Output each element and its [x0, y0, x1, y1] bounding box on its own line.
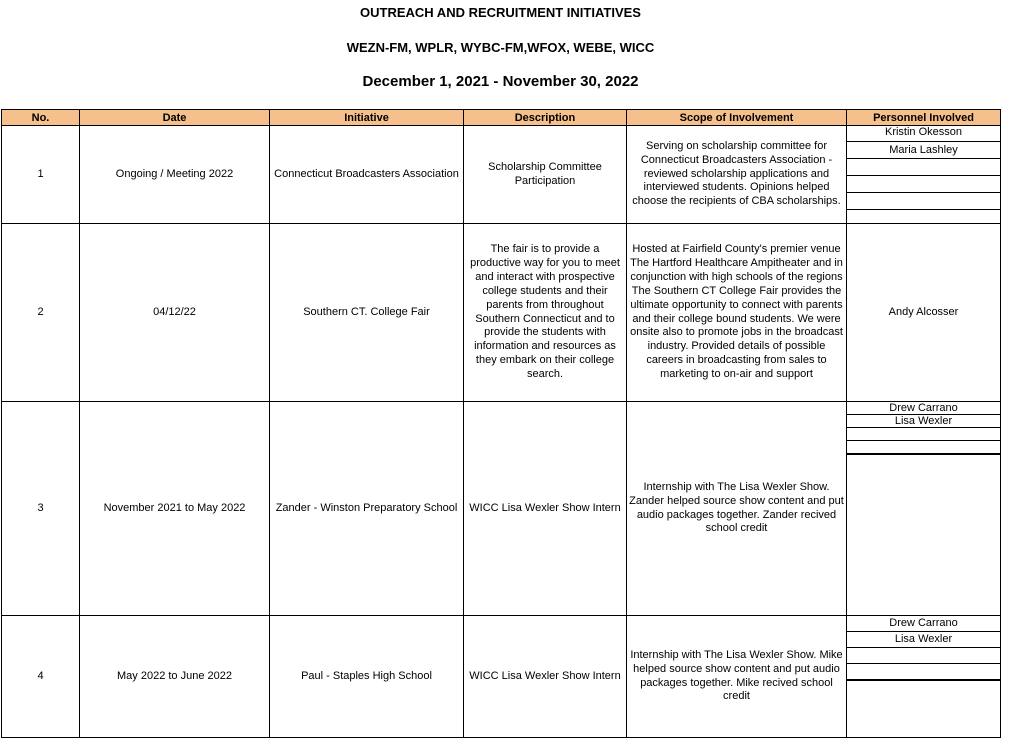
row-initiative: Connecticut Broadcasters Association [270, 126, 464, 224]
row-date: November 2021 to May 2022 [80, 402, 270, 616]
personnel-name: Lisa Wexler [847, 632, 1000, 648]
station-list: WEZN-FM, WPLR, WYBC-FM,WFOX, WEBE, WICC [346, 40, 655, 55]
row-description: WICC Lisa Wexler Show Intern [464, 616, 627, 738]
column-header-date: Date [80, 110, 270, 126]
row-number: 2 [2, 224, 80, 402]
personnel-name: Drew Carrano [847, 402, 1000, 415]
personnel-name [847, 159, 1000, 176]
personnel-name [847, 664, 1000, 680]
row-initiative: Paul - Staples High School [270, 616, 464, 738]
column-header-scope: Scope of Involvement [627, 110, 847, 126]
personnel-name [847, 680, 1000, 681]
personnel-name [847, 648, 1000, 664]
table-row [2, 224, 1001, 402]
row-number: 4 [2, 616, 80, 738]
report-title: OUTREACH AND RECRUITMENT INITIATIVES [360, 5, 641, 20]
table-row [2, 616, 1001, 738]
row-scope: Serving on scholarship committee for Connecticut Broadcasters Association - reviewed scholarship applications and interviewed students. Opinions helped choose the recipients of CBA scholarships. [627, 126, 847, 224]
row-number: 3 [2, 402, 80, 616]
table-header-row [2, 110, 1001, 126]
row-scope: Hosted at Fairfield County's premier venue The Hartford Healthcare Ampitheater and in conjunction with high schools of the regions The Southern CT College Fair provides the ultimate opportunity to connect with parents and their college bound students. We were onsite also to promote jobs in the broadcast industry. Provided details of possible careers in broadcasting from sales to marketing to on-air and support [627, 224, 847, 402]
personnel-name: Lisa Wexler [847, 415, 1000, 428]
report-period: December 1, 2021 - November 30, 2022 [362, 73, 639, 90]
row-description: WICC Lisa Wexler Show Intern [464, 402, 627, 616]
personnel-name: Maria Lashley [847, 142, 1000, 159]
personnel-name: Kristin Okesson [847, 126, 1000, 142]
row-scope: Internship with The Lisa Wexler Show. Zander helped source show content and put audio packages together. Zander recived school credit [627, 402, 847, 616]
row-description: Scholarship Committee Participation [464, 126, 627, 224]
personnel-name [847, 441, 1000, 454]
personnel-cell [847, 126, 1001, 224]
personnel-name [847, 428, 1000, 441]
initiatives-table [1, 109, 1001, 738]
row-date: Ongoing / Meeting 2022 [80, 126, 270, 224]
personnel-name: Drew Carrano [847, 616, 1000, 632]
personnel-cell [847, 402, 1001, 616]
column-header-personnel: Personnel Involved [847, 110, 1001, 126]
personnel-cell [847, 616, 1001, 738]
row-initiative: Southern CT. College Fair [270, 224, 464, 402]
personnel-name [847, 176, 1000, 193]
personnel-name: Andy Alcosser [847, 224, 1001, 402]
personnel-name [847, 454, 1000, 455]
row-number: 1 [2, 126, 80, 224]
row-date: May 2022 to June 2022 [80, 616, 270, 738]
row-scope: Internship with The Lisa Wexler Show. Mike helped source show content and put audio packages together. Mike recived school credit [627, 616, 847, 738]
row-description: The fair is to provide a productive way for you to meet and interact with prospective college students and their parents from throughout Southern Connecticut and to provide the students with information and resources as they embark on their college search. [464, 224, 627, 402]
column-header-initiative: Initiative [270, 110, 464, 126]
table-row [2, 402, 1001, 616]
row-date: 04/12/22 [80, 224, 270, 402]
row-initiative: Zander - Winston Preparatory School [270, 402, 464, 616]
column-header-no: No. [2, 110, 80, 126]
personnel-name [847, 193, 1000, 210]
table-row [2, 126, 1001, 224]
column-header-description: Description [464, 110, 627, 126]
